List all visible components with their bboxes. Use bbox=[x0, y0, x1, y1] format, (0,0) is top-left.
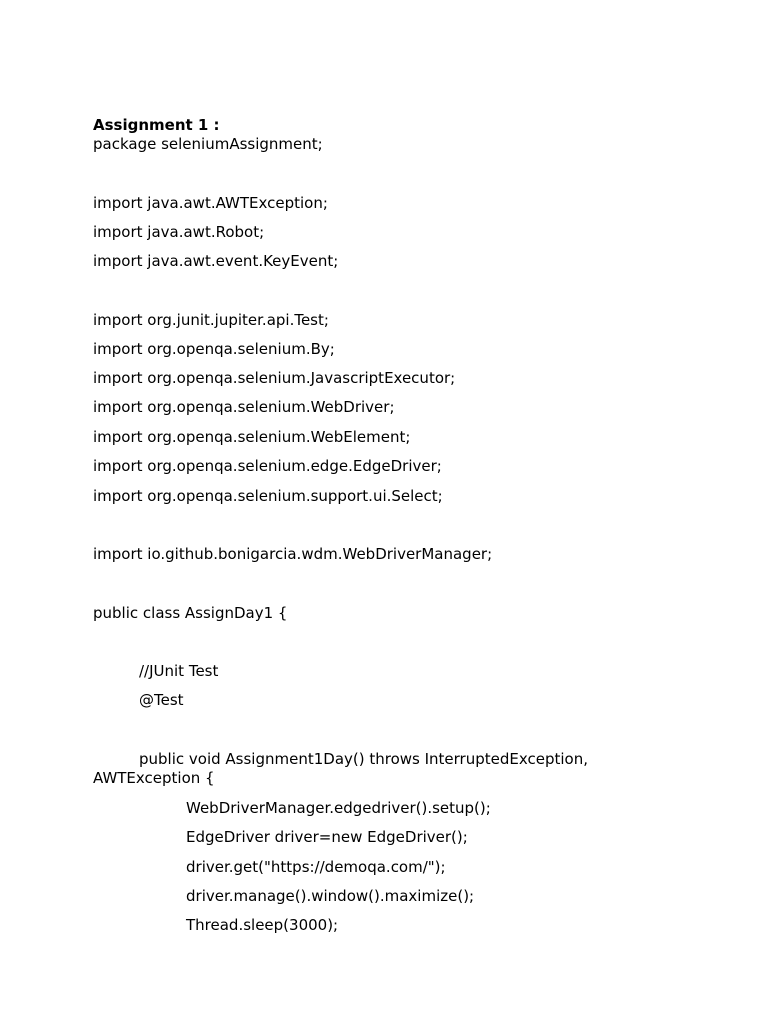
code-line-annotation: @Test bbox=[139, 691, 184, 709]
document-title: Assignment 1 : bbox=[93, 116, 220, 134]
code-line-import: import java.awt.Robot; bbox=[93, 223, 265, 241]
code-line-method-signature: public void Assignment1Day() throws InterruptedException, bbox=[139, 750, 588, 768]
code-line-package: package seleniumAssignment; bbox=[93, 135, 323, 153]
code-line-method-signature-cont: AWTException { bbox=[93, 769, 215, 787]
code-line-import: import org.openqa.selenium.By; bbox=[93, 340, 335, 358]
code-line-statement: EdgeDriver driver=new EdgeDriver(); bbox=[186, 828, 468, 846]
code-line-class-declaration: public class AssignDay1 { bbox=[93, 604, 288, 622]
code-line-import: import org.openqa.selenium.edge.EdgeDriver; bbox=[93, 457, 442, 475]
code-line-import: import io.github.bonigarcia.wdm.WebDriverManager; bbox=[93, 545, 493, 563]
code-line-statement: WebDriverManager.edgedriver().setup(); bbox=[186, 799, 491, 817]
code-line-comment: //JUnit Test bbox=[139, 662, 219, 680]
code-line-import: import org.openqa.selenium.WebElement; bbox=[93, 428, 411, 446]
code-line-import: import org.junit.jupiter.api.Test; bbox=[93, 311, 329, 329]
code-line-statement: Thread.sleep(3000); bbox=[186, 916, 339, 934]
code-line-import: import org.openqa.selenium.WebDriver; bbox=[93, 398, 395, 416]
code-line-statement: driver.manage().window().maximize(); bbox=[186, 887, 475, 905]
code-line-statement: driver.get("https://demoqa.com/"); bbox=[186, 858, 446, 876]
code-line-import: import org.openqa.selenium.JavascriptExecutor; bbox=[93, 369, 456, 387]
code-line-import: import java.awt.AWTException; bbox=[93, 194, 328, 212]
code-line-import: import org.openqa.selenium.support.ui.Select; bbox=[93, 487, 443, 505]
code-line-import: import java.awt.event.KeyEvent; bbox=[93, 252, 339, 270]
